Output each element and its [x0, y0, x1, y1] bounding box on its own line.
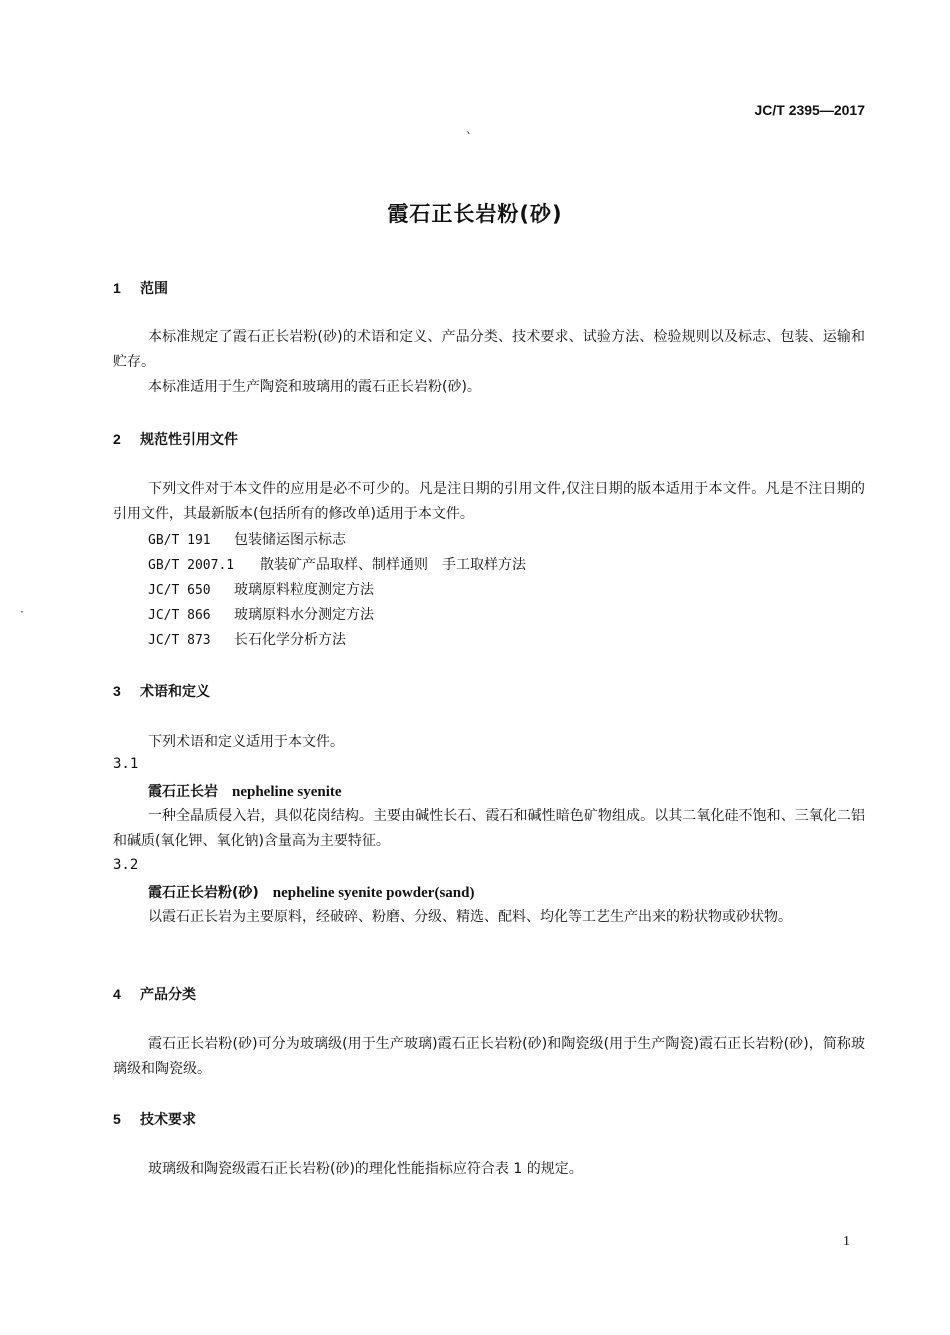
reference-item [148, 604, 374, 624]
section-title: 规范性引用文件 [140, 432, 238, 448]
references-intro: 下列文件对于本文件的应用是必不可少的。凡是注日期的引用文件,仅注日期的版本适用于本文件。凡是不注日期的引用文件，其最新版本(包括所有的修改单)适用于本文件。 [113, 481, 865, 522]
classification-paragraph: 霞石正长岩粉(砂)可分为玻璃级(用于生产玻璃)霞石正长岩粉(砂)和陶瓷级(用于生产陶瓷)霞石正长岩粉(砂)，简称玻璃级和陶瓷级。 [113, 1036, 865, 1077]
term-heading [148, 781, 342, 801]
terms-intro: 下列术语和定义适用于本文件。 [148, 734, 344, 750]
margin-mark: · [20, 605, 24, 619]
page-number: 1 [843, 1234, 850, 1249]
term-english: nepheline syenite powder(sand) [272, 885, 475, 901]
section-number: 1 [113, 280, 121, 296]
scope-paragraph-1: 本标准规定了霞石正长岩粉(砂)的术语和定义、产品分类、技术要求、试验方法、检验规则以及标志、包装、运输和贮存。 [113, 329, 865, 370]
reference-code: JC/T 866 [148, 608, 211, 623]
standard-code: JC/T 2395—2017 [754, 102, 865, 118]
term-number: 3.2 [113, 857, 139, 873]
term-english: nepheline syenite [232, 784, 342, 800]
section-title: 产品分类 [140, 987, 196, 1003]
section-title: 术语和定义 [140, 684, 210, 700]
document-title: 霞石正长岩粉(砂) [387, 202, 563, 226]
term-chinese: 霞石正长岩粉(砂) [148, 885, 259, 901]
reference-item [148, 529, 346, 549]
section-number: 2 [113, 431, 121, 447]
reference-item [148, 629, 346, 649]
section-number: 3 [113, 683, 121, 699]
reference-code: GB/T 191 [148, 533, 211, 548]
scope-paragraph-2: 本标准适用于生产陶瓷和玻璃用的霞石正长岩粉(砂)。 [148, 379, 481, 395]
section-title: 技术要求 [140, 1112, 196, 1128]
section-heading-classification [113, 984, 196, 1004]
reference-code: JC/T 650 [148, 583, 211, 598]
reference-name: 长石化学分析方法 [234, 632, 346, 648]
reference-name: 包装储运图示标志 [234, 532, 346, 548]
section-number: 5 [113, 1111, 121, 1127]
reference-name: 玻璃原料水分测定方法 [234, 607, 374, 623]
section-heading-scope [113, 278, 168, 298]
section-heading-terms [113, 681, 210, 701]
section-heading-references [113, 429, 238, 449]
reference-code: JC/T 873 [148, 633, 211, 648]
section-heading-requirements [113, 1109, 196, 1129]
section-title: 范围 [140, 281, 168, 297]
reference-name: 玻璃原料粒度测定方法 [234, 582, 374, 598]
term-chinese: 霞石正长岩 [148, 784, 218, 800]
term-heading [148, 882, 474, 902]
reference-name: 散装矿产品取样、制样通则 手工取样方法 [260, 557, 526, 573]
requirements-paragraph: 玻璃级和陶瓷级霞石正长岩粉(砂)的理化性能指标应符合表 1 的规定。 [148, 1161, 583, 1177]
reference-code: GB/T 2007.1 [148, 558, 235, 573]
term-definition: 以霞石正长岩为主要原料，经破碎、粉磨、分级、精选、配料、均化等工艺生产出来的粉状物或砂状物。 [148, 909, 792, 925]
term-definition: 一种全晶质侵入岩，具似花岗结构。主要由碱性长石、霞石和碱性暗色矿物组成。以其二氧化硅不饱和、三氧化二铝和碱质(氧化钾、氧化钠)含量高为主要特征。 [113, 808, 865, 849]
reference-item [148, 554, 526, 574]
section-number: 4 [113, 986, 121, 1002]
reference-item [148, 579, 374, 599]
term-number: 3.1 [113, 756, 139, 772]
stray-mark: 、 [466, 122, 479, 136]
